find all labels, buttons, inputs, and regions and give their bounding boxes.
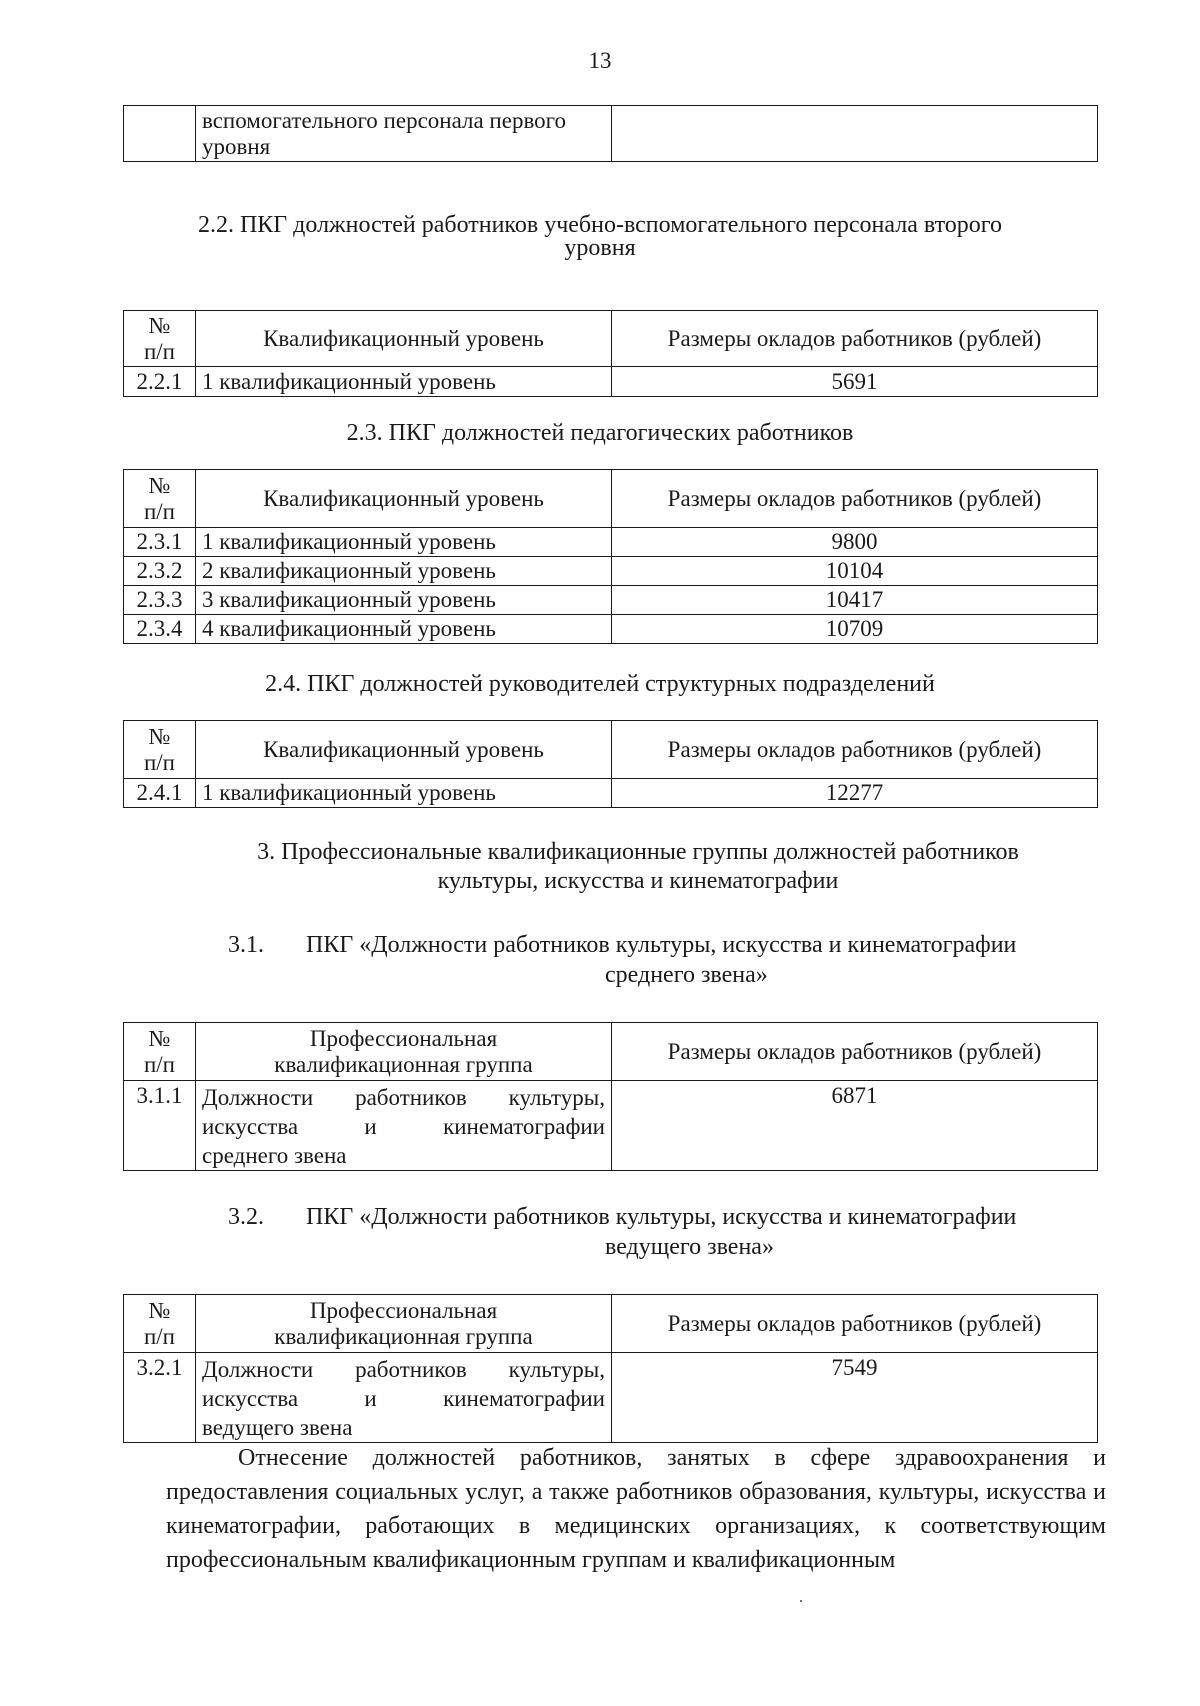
table-header-row xyxy=(124,311,1098,367)
table-row xyxy=(124,1353,1098,1443)
table-row xyxy=(124,1081,1098,1171)
row-level: 3 квалификационный уровень xyxy=(196,586,612,615)
header-group-line2: квалификационная группа xyxy=(274,1051,533,1077)
scan-speck xyxy=(800,1600,802,1602)
header-num-line1: № xyxy=(148,723,171,749)
section-3-1-number: 3.1. xyxy=(228,932,264,958)
table-header-row xyxy=(124,1023,1098,1081)
table-row xyxy=(124,106,1098,162)
row-number: 2.2.1 xyxy=(124,367,196,397)
row-salary: 9800 xyxy=(612,528,1098,557)
header-num-line1: № xyxy=(148,472,171,498)
row-number: 2.3.1 xyxy=(124,528,196,557)
row-salary: 10709 xyxy=(612,615,1098,644)
header-num-line2: п/п xyxy=(143,1323,175,1349)
section-3-1-title-line2: среднего звена» xyxy=(605,962,768,988)
row-group xyxy=(196,1081,612,1171)
header-group xyxy=(196,1023,612,1081)
header-num xyxy=(124,721,196,779)
row-salary: 10417 xyxy=(612,586,1098,615)
table-row xyxy=(124,779,1098,808)
row-number: 2.3.2 xyxy=(124,557,196,586)
section-2-3-heading: 2.3. ПКГ должностей педагогических работников xyxy=(346,420,854,446)
row-salary: 7549 xyxy=(612,1353,1098,1443)
header-group-line1: Профессиональная xyxy=(309,1025,498,1051)
row-group xyxy=(196,1353,612,1443)
table-header-row xyxy=(124,721,1098,779)
header-num-line1: № xyxy=(148,312,171,338)
table-row xyxy=(124,528,1098,557)
row-number: 3.1.1 xyxy=(124,1081,196,1171)
row-level: 1 квалификационный уровень xyxy=(196,779,612,808)
table-row xyxy=(124,367,1098,397)
header-level: Квалификационный уровень xyxy=(196,311,612,367)
header-group xyxy=(196,1295,612,1353)
table-2-3 xyxy=(123,469,1098,644)
section-3-heading-line1: 3. Профессиональные квалификационные группы должностей работников xyxy=(257,839,1019,865)
header-num xyxy=(124,1023,196,1081)
table-3-2 xyxy=(123,1294,1098,1443)
row-number: 3.2.1 xyxy=(124,1353,196,1443)
row-number: 2.4.1 xyxy=(124,779,196,808)
row-salary: 6871 xyxy=(612,1081,1098,1171)
table-2-2 xyxy=(123,310,1098,397)
row-level: 4 квалификационный уровень xyxy=(196,615,612,644)
header-num-line2: п/п xyxy=(143,338,175,364)
section-3-2-title-line2: ведущего звена» xyxy=(605,1234,774,1260)
section-2-2-heading xyxy=(0,211,1200,263)
table-header-row xyxy=(124,1295,1098,1353)
header-num-line2: п/п xyxy=(143,498,175,524)
row-group-line2: искусства и кинематографии xyxy=(202,1386,605,1411)
header-salary: Размеры окладов работников (рублей) xyxy=(612,721,1098,779)
table-3-1 xyxy=(123,1022,1098,1171)
section-3-heading xyxy=(38,838,1200,896)
header-num-line2: п/п xyxy=(143,1051,175,1077)
header-num-line1: № xyxy=(148,1297,171,1323)
header-group-line2: квалификационная группа xyxy=(274,1323,533,1349)
continuation-table xyxy=(123,105,1098,162)
table-row xyxy=(124,586,1098,615)
row-salary: 10104 xyxy=(612,557,1098,586)
row-group-line3: среднего звена xyxy=(202,1143,347,1168)
table-row xyxy=(124,557,1098,586)
header-num-line2: п/п xyxy=(143,749,175,775)
section-3-2-number: 3.2. xyxy=(228,1204,264,1230)
header-num xyxy=(124,470,196,528)
table-row xyxy=(124,615,1098,644)
row-number: 2.3.3 xyxy=(124,586,196,615)
row-level: 1 квалификационный уровень xyxy=(196,528,612,557)
section-2-4-heading: 2.4. ПКГ должностей руководителей структурных подразделений xyxy=(265,671,935,697)
header-level: Квалификационный уровень xyxy=(196,721,612,779)
header-num-line1: № xyxy=(148,1025,171,1051)
header-salary: Размеры окладов работников (рублей) xyxy=(612,311,1098,367)
row-number: 2.3.4 xyxy=(124,615,196,644)
closing-paragraph: Отнесение должностей работников, занятых в сфере здравоохранения и предоставления социальных услуг, а также работников образования, культуры, искусства и кинематографии, работающих в медицинских организациях, к соответствующим профессиональным квалификационным группам и квалификационным xyxy=(166,1445,1106,1573)
header-salary: Размеры окладов работников (рублей) xyxy=(612,470,1098,528)
table-header-row xyxy=(124,470,1098,528)
row-number xyxy=(124,106,196,162)
section-3-1-title-line1: ПКГ «Должности работников культуры, искусства и кинематографии xyxy=(306,932,1017,958)
section-2-2-heading-line2: уровня xyxy=(564,235,636,261)
row-group-line1: Должности работников культуры, xyxy=(202,1085,605,1110)
row-level: вспомогательного персонала первого уровня xyxy=(196,106,612,162)
page-number: 13 xyxy=(588,48,612,73)
header-salary: Размеры окладов работников (рублей) xyxy=(612,1295,1098,1353)
row-level: 2 квалификационный уровень xyxy=(196,557,612,586)
row-salary: 12277 xyxy=(612,779,1098,808)
row-group-line3: ведущего звена xyxy=(202,1415,353,1440)
row-level: 1 квалификационный уровень xyxy=(196,367,612,397)
section-3-2-title-line1: ПКГ «Должности работников культуры, искусства и кинематографии xyxy=(306,1204,1017,1230)
table-2-4 xyxy=(123,720,1098,808)
header-level: Квалификационный уровень xyxy=(196,470,612,528)
section-3-heading-line2: культуры, искусства и кинематографии xyxy=(437,868,839,894)
row-salary: 5691 xyxy=(612,367,1098,397)
header-group-line1: Профессиональная xyxy=(309,1297,498,1323)
row-group-line2: искусства и кинематографии xyxy=(202,1114,605,1139)
section-2-2-heading-line1: 2.2. ПКГ должностей работников учебно-вспомогательного персонала второго xyxy=(197,212,1003,238)
header-num xyxy=(124,1295,196,1353)
row-group-line1: Должности работников культуры, xyxy=(202,1357,605,1382)
row-salary xyxy=(612,106,1098,162)
header-salary: Размеры окладов работников (рублей) xyxy=(612,1023,1098,1081)
header-num xyxy=(124,311,196,367)
